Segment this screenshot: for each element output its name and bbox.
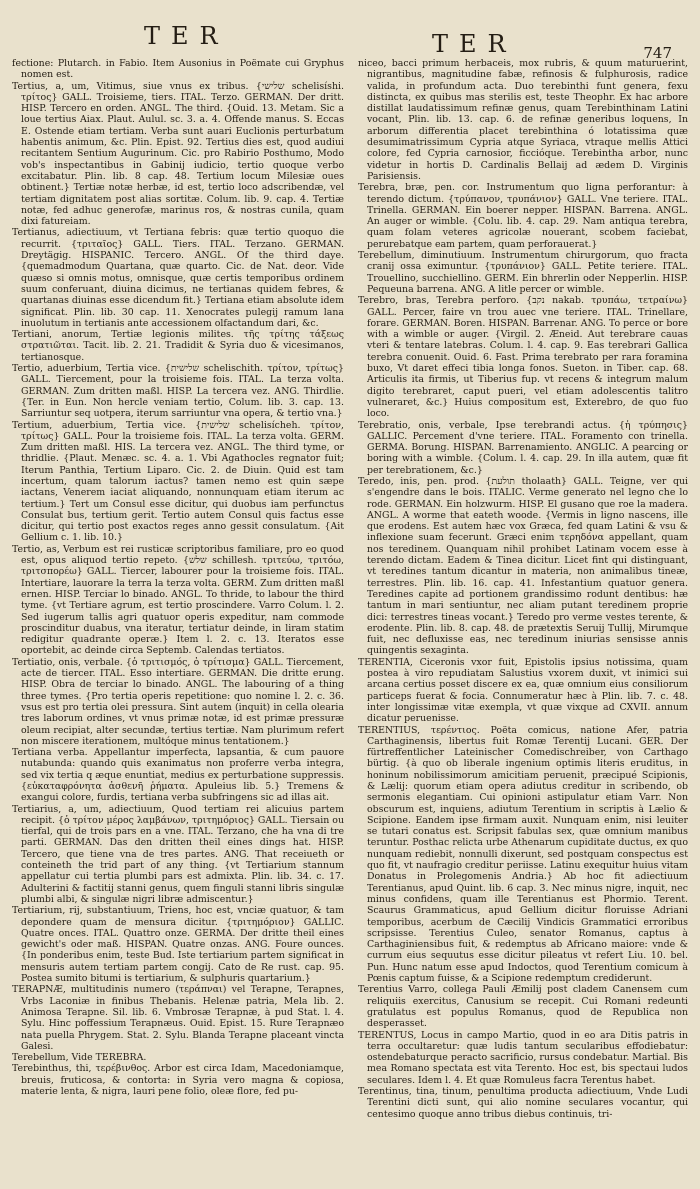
running-head-right: TER [432,30,517,58]
entry-terentia: TERENTIA, Ciceronis vxor fuit, Epistolis ipsius notissima, quam postea à viro repudiatam Salustius vxorem duxit, vt inimici sui arcana certius posset discere ex ea, quæ omnium eius consiliorum particeps fuerat & focia. Connumeratur hæc à Plin. lib. 7. c. 48. inter longissimæ vitæ exempla, vt quæ vixque ad CXVII. annum dicatur peruenisse. [358,656,688,725]
entry-terapnae: TERAPNÆ, multitudinis numero (τεράπναι) vel Terapne, Terapnes, Vrbs Laconiæ in finibus Thebanis. Helenæ patria, Mela lib. 2. Animosa Terapne. Sil. lib. 6. Vmbrosæ Terapnæ, à pud Stat. l. 4. Sylu. Hinc poffessium Terapnæus. Ouid. Epist. 15. Rure Terapnæo nata puella Phrygem. Stat. 2. Sylu. Blanda Terapne placeant vincta Galesi. [12,984,344,1052]
entry-tertiatio: Tertiatio, onis, verbale. {ὁ τριτισμός, ὁ τρίτισμα} GALL. Tiercement, acte de tiercer. ITAL. Esso intertiare. GERMAN. Die dritte erung. HISP. Obra de terciar lo binado. ANGL. The labouring of a thing three tymes. {Pro tertia operis repetitione: quo nomine l. 2. c. 36. vsus est pro tertia olei pressura. Sint autem (inquit) in cella olearia tres laborum ordines, vt vnus primæ notæ, id est primæ pressuræ oleum recipiat, alter secundæ, tertius tertiæ. Nam plurimum refert non miscere iterationem, multóque minus tentationem.} [12,656,344,747]
entry-teredo: Teredo, inis, pen. prod. {תולעת tholaath} GALL. Teigne, ver qui s'engendre dans le bois. ITALIC. Verme generato nel legno che lo rode. GERMAN. Ein holzwurm. HISP. El gusano que roe la madera. ANGL. A worme that eateth woode. {Vermis in ligno nascens, ille que erodens. Est autem hæc vox Græca, fed quam Latini & vsu & inflexione suam fecerunt. Græci enim τερηδόνα appellant, quam nos teredinem. Quanquam nihil prohibet Latinam vocem esse à terendo dictam. Eadem & Tinea dicitur. Licet fint qui distinguant, vt teredines tantum dicantur in materia, non animalibus tineæ, terrestres. Plin. lib. 16. cap. 41. Infestantium quatuor genera. Teredines capite ad portionem grandissimo rodunt dentibus: hæ tantum in mari sentiuntur, nec aliam putant teredinem proprie dici: terrestres tineas vocant.} Teredo pro verme vestes terente, & erodente. Plin. lib. 8. cap. 48. de prætextis Seruij Tullij, Mirumque fuit, nec defluxisse eas, nec teredinum iniurias sensisse annis quingentis sexaginta. [358,475,688,657]
entry-terentius-varro: Terentius Varro, collega Pauli Æmilij post cladem Canensem cum reliquiis exercitus, Canusium se recepit. Cui Romani redeunti gratulatus est populus Romanus, quod de Republica non desperasset. [358,984,688,1030]
entry-terebinthus-cont: niceo, bacci primum herbaceis, mox rubris, & quum maturuerint, nigrantibus, magnitudine fabæ, refinosis & fulphurosis, radice valida, in profundum acta. Duo terebinthi funt genera, fexu distincta, ex quibus mas sterilis est, teste Theophr. Ex hac arbore distillat laudatissimum refinæ genus, quam Terebinthinam Latini vocant, Plin. lib. 13. cap. 6. de refinæ generibus loquens, In arborum differentia placet terebinthina ó lotatissima quæ desumimatrissimum Cypria atque Syriaca, vtraque mellis Attici colore, fed Cypria carnosior, ficcióque. Terebintha arbor, nunc videtur in hortis D. Cardinalis Bellaij ad ædem D. Virginis Parisiensis. [358,58,688,182]
entry-tertiarium: Tertiarium, rij, substantiuum, Triens, hoc est, vnciæ quatuor, & tam depondere quam de mensura dicitur. {τριτημόριον} GALLIC. Quatre onces. ITAL. Quattro onze. GERMA. Der dritte theil eines gewicht's oder maß. HISPAN. Quatre onzas. ANG. Foure ounces. {In ponderibus enim, teste Bud. Iste tertiarium partem significat in mensuris autem tertiam partem congij. Cato de Re rust. cap. 95. Postea sumito bitumi is tertiarium, & sulphuris quartarium.} [12,905,344,985]
entry-tertio-verb: Tertio, as, Verbum est rei rusticæ scriptoribus familiare, pro eo quod est, opus aliquod tertio repeto. {שלש schillesh. τριτεύω, τριτόω, τριτσπορέω} GALL. Tiercer, labourer pour la troisieme fois. ITAL. Intertiare, lauorare la terra la terza volta. GERM. Zum dritten maßl ernen. HISP. Terciar lo binado. ANGL. To thride, to labour the third tyme. {vt Tertiare agrum, est tertio proscindere. Varro Colum. l. 2. Sed iugerum tallis agri quatuor operis expeditur, nam commode proscinditur duabus, vna iteratur, tertiatur deinde, in liram statim redigitur quadrante operæ.} Item l. 2. c. 13. Iteratos esse oportebit, ac deinde circa Septemb. Calendas tertiatos. [12,543,344,657]
running-head-left: TER [144,22,229,50]
entry-tertiani: Tertiani, anorum, Tertiæ legionis milites. τῆς τρίτης τάξεως στρατιῶται. Tacit. lib. 2. 21. Tradidit & Syria duo & vicesimanos, tertianosque. [12,329,344,363]
entry-tertio-adverb: Tertio, aduerbium, Tertia vice. {שלישית schelischith. τρίτον, τρίτως} GALL. Tiercement, pour la troisieme fois. ITAL. La terza volta. GERMAN. Zum dritten maßl. HISP. La tercera vez. ANG. Thirdlie. {Ter. in Eun. Non hercle veniam tertio, Colum. lib. 3. cap. 13. Sarriuntur seq uotpera, iterum sarriuntur vna opera, & tertio vna.} [12,363,344,420]
right-column [358,58,688,1173]
entry-terebro: Terebro, bras, Terebra perforo. {נקב nakab. τρυπάω, τετραίνω} GALL. Percer, faire vn trou auec vne teriere. ITAL. Trinellare, forare. GERMAN. Boren. HISPAN. Barrenar. ANG. To perce or bore with a wimble or auger. {Virgil. 2. Æneid. Aut terebrare cauas vteri & tentare latebras. Colum. l. 4. cap. 9. Eas terebrari Gallica terebra conuenit. Ouid. 6. Fast. Prima terebrato per rara foramina buxo, Vt daret effeci tibia longa fonos. Sueton. in Tiber. cap. 68. Articulis ita firmis, ut Tiberius fup. vt recens & integrum malum digito terebraret, caput pueri, vel etiam adolescentis talitro vulneraret, &c.} Huius compositum est, Exterebro, de quo fuo loco. [358,295,688,420]
entry-terebellum: Terebellum, diminutiuum. Instrumentum chirurgorum, quo fracta cranij ossa eximuntur. {τρυπάνιον} GALL. Petite teriere. ITAL. Trouellino, succhiellino. GERM. Ein bhrerlin oder Nepperlin. HISP. Pequeuna barrena. ANG. A litle percer or wimble. [358,250,688,295]
entry-tertium-adverb: Tertium, aduerbium, Tertia vice. {שלישית schelisícheh. τρίτον, τρίτως} GALL. Pour la troisieme fois. ITAL. La terza volta. GERM. Zum dritten maßl. HIS. La tercera vez. ANGL. The third tyme, or thridlie. {Plaut. Menæc. sc. 4. a. 1. Vbi Agathocles regnator fuit; Iterum Panthia, Tertium Liparo. Cic. 2. de Diuin. Quid est tam incertum, quam talorum iactus? tamen nemo est quin sæpe iactans, Venerem iaciat aliquando, nonnunquam etiam iterum ac tertium.} Tert um Consul esse dicitur, qui duobus iam perfunctus Consulat bus, tertium gerit. Tertio autem Consul quis factus esse dicitur, qui tertio post exactos reges anno gessit consulatum. {Ait Gellium c. 1. lib. 10.} [12,419,344,544]
page-number: 747 [643,44,672,62]
page-header [12,22,690,62]
entry-tertiana-verba: Tertiana verba. Appellantur imperfecta, lapsantia, & cum pauore nutabunda: quando quis exanimatus non proferre verba integra, sed vix tertia q æque enuntiat, medius ex perturbatione suppressis. {εὐκαταφρόνητα ἀσθενῆ ῥήματα. Apuleius lib. 5.} Tremens & exangui colore, furdis, tertiana verba subfringens sic ad illas ait. [12,747,344,804]
entry-terebinthus: Terebinthus, thi, τερέβινθος. Arbor est circa Idam, Macedoniamque, breuis, fruticosa, & contorta: in Syria vero magna & copiosa, materie lenta, & nigra, lauri pene folio, oleæ flore, fed pu- [12,1063,344,1098]
entry-terentus: TERENTUS, Locus in campo Martio, quod in eo ara Ditis patris in terra occultaretur: quæ ludis tantum secularibus effodiebatur: ostendebaturque peracto sacrificio, rursus condebatur. Martial. Bis mea Romano spectata est vita Terento. Hoc est, bis spectaui ludos seculares. Idem l. 4. Et quæ Romuleus facra Terentus habet. [358,1029,688,1086]
entry-terebratio: Terebratio, onis, verbale, Ipse terebrandi actus. {ἡ τρύπησις} GALLIC. Percement d'vne teriere. ITAL. Foramento con trinella. GERMA. Borung. HISPAN. Barrenamiento. ANGLIC. A pearcing or boring with a wimble. {Colum. l. 4. cap. 29. In illa autem, quæ fit per terebrationem, &c.} [358,419,688,476]
entry-tertiarius: Tertiarius, a, um, adiectiuum, Quod tertiam rei alicuius partem recipit. {ὁ τρίτον μέρος λαμβάνων, τριτημόριος} GALL. Tiersain ou tierfal, qui de trois pars en a vne. ITAL. Terzano, che ha vna di tre parti. GERMAN. Das den dritten theil eines dings hat. HISP. Tercero, que tiene vna de tres partes. ANG. That receiueth or conteineth the trid part of any thing. {vt Tertiarium stannum appellatur cui tertia plumbi pars est admixta. Plin. lib. 34. c. 17. Adulterini & factitij stanni genus, quem finguli stanni libris singulæ plumbi albi, & singulæ nigri libræ admiscentur.} [12,803,344,905]
left-column [12,58,344,1173]
entry-fectione: fectione: Plutarch. in Fabio. Item Ausonius in Poëmate cui Gryphus nomen est. [12,58,344,81]
entry-tertianus: Tertianus, adiectiuum, vt Tertiana febris: quæ tertio quoquo die recurrit. {τριταῖος} GALL. Tiers. ITAL. Terzano. GERMAN. Dreytägig. HISPANIC. Tercero. ANGL. Of the third daye. {quemadmodum Quartana, quæ quarto. Cic. de Nat. deor. Vide quæso si omnis motus, omnisque, quæ certis temporibus ordinem suum conferuant, diuina dicimus, ne tertianas quidem febres, & quartanas diuinas esse dicendum fit.} Tertiana etiam absolute idem significat. Plin. lib. 30 cap. 11. Xenocrates pulegij ramum lana inuolutum in tertianis ante accessionem olfactandum dari, &c. [12,227,344,329]
text-columns [12,58,690,1173]
entry-terebra: Terebra, bræ, pen. cor. Instrumentum quo ligna perforantur: à terendo dictum. {τρύπανον, τρυπάνιον} GALL. Vne teriere. ITAL. Trinella. GERMAN. Ein boerer nepper. HISPAN. Barrena. ANGL. An auger or wimble. {Colu. lib. 4. cap. 29. Nam antiqua terebra, quam folam veteres agricolæ nouerant, scobem faciebat, perurebatque eam partem, quam perforauerat.} [358,182,688,250]
entry-terentinus: Terentinus, tina, tinum, penultima producta adiectiuum, Vnde Ludi Terentini dicti sunt, qui alio nomine seculares vocantur, qui centesimo quoque anno tribus diebus continuis, tri- [358,1086,688,1120]
entry-terebellum-ref: Terebellum, Vide TEREBRA. [12,1052,147,1064]
entry-tertius: Tertius, a, um, Vitimus, siue vnus ex tribus. {שלישי schelisíshi. τρίτος} GALL. Troisieme, tiers. ITAL. Terzo. GERMAN. Der dritt. HISP. Tercero en orden. ANGL. The third. {Ouid. 13. Metam. Sic a loue tertius Aiax. Plaut. Aulul. sc. 3. a. 4. Offende manus. S. Eccas E. Ostende etiam tertiam. Verba sunt auari Euclionis perturbatum habentis animum, &c. Plin. Epist. 92. Tertius dies est, quod audiui recitantem Sentium Augurinum. Cic. pro Rabirio Posthumo, Modo vob's inspectantibus in Gabinij iudicio, tertio quoque verbo excitabatur. Plin. lib. 8 cap. 48. Tertium locum Milesiæ oues obtinent.} Tertiæ notæ herbæ, id est, tertio loco adscribendæ, vel tertiam dignitatem post alias sortitæ. Colum. lib. 9. cap. 4. Tertiæ notæ, fed adhuc generofæ, marinus ros, & nostras cunila, quam dixi fatureiam. [12,80,344,228]
entry-terentius: TERENTIUS, τερέντιος. Poëta comicus, natione Afer, patria Carthaginensis, libertus fuit Romæ Terentij Lucani. GER. Der fürtreffentlicher Lateinischer Comedischreiber, von Carthago bürtig. {à quo ob liberale ingenium optimis literis eruditus, in honinum nobilissimorum amicitiam peruenit, præcipué Scipionis, & Lælij: quorum etiam opera adiutus creditur in scribendo, ob sermonis elegantiam. Cui opinioni astipulatur etiam Varr. Non obscurum est, inquiens, adiutum Terentium in scriptis à Lælio & Scipione. Eandem ipse firmam auxit. Nunquam enim, nisi leuiter se tutari conatus est. Scripsit fabulas sex, quæ omnium manibus teruntur. Posthac relicta urbe Athenarum cupiditate ductus, ex quo nunquam rediebit, nonnulli dixerunt, sed postquam conspectus est quo fit, vt naufragio creditur periisse. Latinu exequitur huius vitam Donatus in Prolegomenis Andria.} Ab hoc fit adiectiuum Terentianus, apud Quint. lib. 6 cap. 3. Nec minus nigre, inquit, nec minus confidens, quam ille Terentianus est Phormio. Terent. Scaurus Grammaticus, apud Gellium dicitur floruisse Adriani temporibus, acerbum de Cæcilij Vindicis Grammatici erroribus scripsisse. Terentius Culeo, senator Romanus, captus à Carthaginiensibus fuit, & redemptus ab Africano maiore: vnde & currum eius sequutus esse dicitur pileatus vt refert Liu. 10. bel. Pun. Hunc natum esse apud Indoctos, quod Terentium comicum à Pœnis captum fuisse, & a Scipione redemptum crediderunt. [358,724,688,985]
